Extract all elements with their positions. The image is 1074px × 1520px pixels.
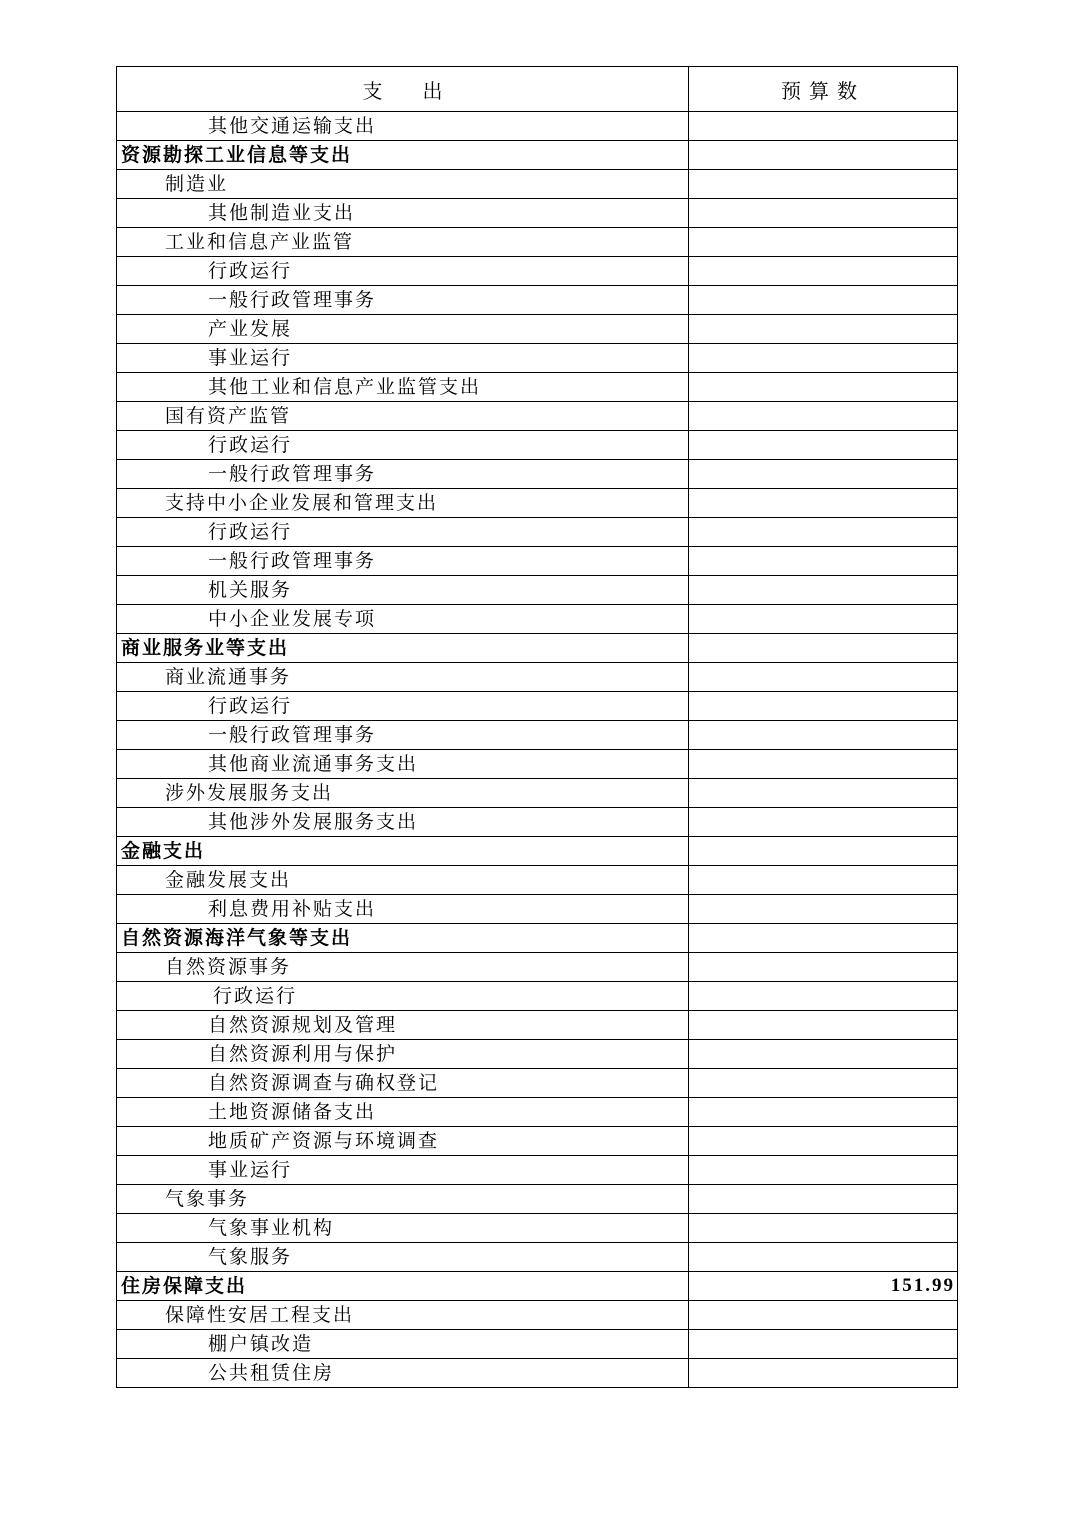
budget-amount [689, 605, 958, 634]
budget-amount [689, 489, 958, 518]
item-name: 利息费用补贴支出 [117, 895, 689, 924]
item-name: 自然资源调查与确权登记 [117, 1069, 689, 1098]
table-row [117, 1243, 958, 1272]
category-name: 金融支出 [117, 837, 689, 866]
table-row [117, 460, 958, 489]
budget-amount [689, 1301, 958, 1330]
table-row [117, 1330, 958, 1359]
header-budget-amount: 预算数 [689, 67, 958, 112]
budget-amount [689, 1243, 958, 1272]
budget-amount [689, 431, 958, 460]
category-name: 自然资源海洋气象等支出 [117, 924, 689, 953]
budget-amount [689, 837, 958, 866]
table-row [117, 663, 958, 692]
item-name: 其他制造业支出 [117, 199, 689, 228]
table-body [117, 112, 958, 1388]
item-name: 制造业 [117, 170, 689, 199]
item-name: 其他商业流通事务支出 [117, 750, 689, 779]
item-name: 金融发展支出 [117, 866, 689, 895]
budget-amount [689, 460, 958, 489]
budget-amount [689, 402, 958, 431]
budget-amount [689, 112, 958, 141]
table-row [117, 895, 958, 924]
header-row [117, 67, 958, 112]
budget-amount [689, 1185, 958, 1214]
item-name: 中小企业发展专项 [117, 605, 689, 634]
table-row [117, 808, 958, 837]
table-row [117, 344, 958, 373]
table-row [117, 866, 958, 895]
item-name: 支持中小企业发展和管理支出 [117, 489, 689, 518]
budget-amount [689, 634, 958, 663]
budget-amount [689, 141, 958, 170]
table-row [117, 1272, 958, 1301]
budget-amount [689, 1069, 958, 1098]
header-expenditure [117, 67, 689, 112]
budget-amount [689, 315, 958, 344]
table-row [117, 1185, 958, 1214]
table-row [117, 953, 958, 982]
table-row [117, 721, 958, 750]
budget-amount [689, 228, 958, 257]
budget-amount [689, 373, 958, 402]
budget-amount [689, 257, 958, 286]
item-name: 商业流通事务 [117, 663, 689, 692]
budget-amount [689, 286, 958, 315]
table-row [117, 547, 958, 576]
table-row [117, 228, 958, 257]
table-row [117, 1069, 958, 1098]
item-name: 气象服务 [117, 1243, 689, 1272]
table-row [117, 373, 958, 402]
budget-amount [689, 924, 958, 953]
budget-amount [689, 692, 958, 721]
item-name: 其他涉外发展服务支出 [117, 808, 689, 837]
table-row [117, 576, 958, 605]
table-row [117, 170, 958, 199]
budget-amount [689, 982, 958, 1011]
item-name: 气象事业机构 [117, 1214, 689, 1243]
table-row [117, 634, 958, 663]
table-row [117, 257, 958, 286]
table-row [117, 1127, 958, 1156]
item-name: 行政运行 [117, 692, 689, 721]
item-name: 自然资源利用与保护 [117, 1040, 689, 1069]
table-row [117, 141, 958, 170]
item-name: 自然资源规划及管理 [117, 1011, 689, 1040]
budget-amount [689, 1156, 958, 1185]
budget-amount [689, 750, 958, 779]
item-name: 一般行政管理事务 [117, 460, 689, 489]
table-row [117, 837, 958, 866]
item-name: 地质矿产资源与环境调查 [117, 1127, 689, 1156]
budget-amount [689, 895, 958, 924]
budget-amount [689, 1214, 958, 1243]
item-name: 产业发展 [117, 315, 689, 344]
budget-amount [689, 663, 958, 692]
item-name: 自然资源事务 [117, 953, 689, 982]
budget-amount [689, 547, 958, 576]
budget-amount [689, 1040, 958, 1069]
table-row [117, 315, 958, 344]
item-name: 行政运行 [117, 257, 689, 286]
table-row [117, 924, 958, 953]
item-name: 土地资源储备支出 [117, 1098, 689, 1127]
item-name: 国有资产监管 [117, 402, 689, 431]
budget-amount [689, 721, 958, 750]
table-row [117, 431, 958, 460]
item-name: 行政运行 [117, 431, 689, 460]
table-row [117, 199, 958, 228]
item-name: 行政运行 [117, 982, 689, 1011]
item-name: 棚户镇改造 [117, 1330, 689, 1359]
item-name: 保障性安居工程支出 [117, 1301, 689, 1330]
item-name: 事业运行 [117, 344, 689, 373]
item-name: 一般行政管理事务 [117, 721, 689, 750]
table-row [117, 779, 958, 808]
budget-amount [689, 779, 958, 808]
table-row [117, 1214, 958, 1243]
item-name: 其他工业和信息产业监管支出 [117, 373, 689, 402]
item-name: 机关服务 [117, 576, 689, 605]
table-row [117, 692, 958, 721]
header-expenditure-char-1: 支 [362, 78, 383, 103]
budget-amount [689, 170, 958, 199]
item-name: 一般行政管理事务 [117, 286, 689, 315]
item-name: 事业运行 [117, 1156, 689, 1185]
budget-amount [689, 1330, 958, 1359]
budget-amount [689, 808, 958, 837]
budget-amount [689, 1359, 958, 1388]
item-name: 行政运行 [117, 518, 689, 547]
table-row [117, 750, 958, 779]
table-row [117, 1011, 958, 1040]
item-name: 公共租赁住房 [117, 1359, 689, 1388]
table-row [117, 1359, 958, 1388]
table-row [117, 286, 958, 315]
item-name: 一般行政管理事务 [117, 547, 689, 576]
budget-amount [689, 1011, 958, 1040]
budget-amount [689, 1127, 958, 1156]
budget-table [116, 66, 958, 1388]
budget-amount [689, 866, 958, 895]
table-row [117, 1098, 958, 1127]
table-row [117, 489, 958, 518]
budget-amount: 151.99 [689, 1272, 958, 1301]
table-row [117, 112, 958, 141]
category-name: 资源勘探工业信息等支出 [117, 141, 689, 170]
table-row [117, 402, 958, 431]
budget-amount [689, 1098, 958, 1127]
item-name: 涉外发展服务支出 [117, 779, 689, 808]
budget-amount [689, 344, 958, 373]
header-expenditure-char-2: 出 [422, 78, 443, 103]
table-row [117, 605, 958, 634]
item-name: 其他交通运输支出 [117, 112, 689, 141]
budget-amount [689, 518, 958, 547]
category-name: 商业服务业等支出 [117, 634, 689, 663]
budget-amount [689, 576, 958, 605]
budget-amount [689, 953, 958, 982]
item-name: 气象事务 [117, 1185, 689, 1214]
table-row [117, 1156, 958, 1185]
table-row [117, 1301, 958, 1330]
category-name: 住房保障支出 [117, 1272, 689, 1301]
item-name: 工业和信息产业监管 [117, 228, 689, 257]
table-row [117, 1040, 958, 1069]
table-row [117, 982, 958, 1011]
budget-amount [689, 199, 958, 228]
table-row [117, 518, 958, 547]
table-header [117, 67, 958, 112]
